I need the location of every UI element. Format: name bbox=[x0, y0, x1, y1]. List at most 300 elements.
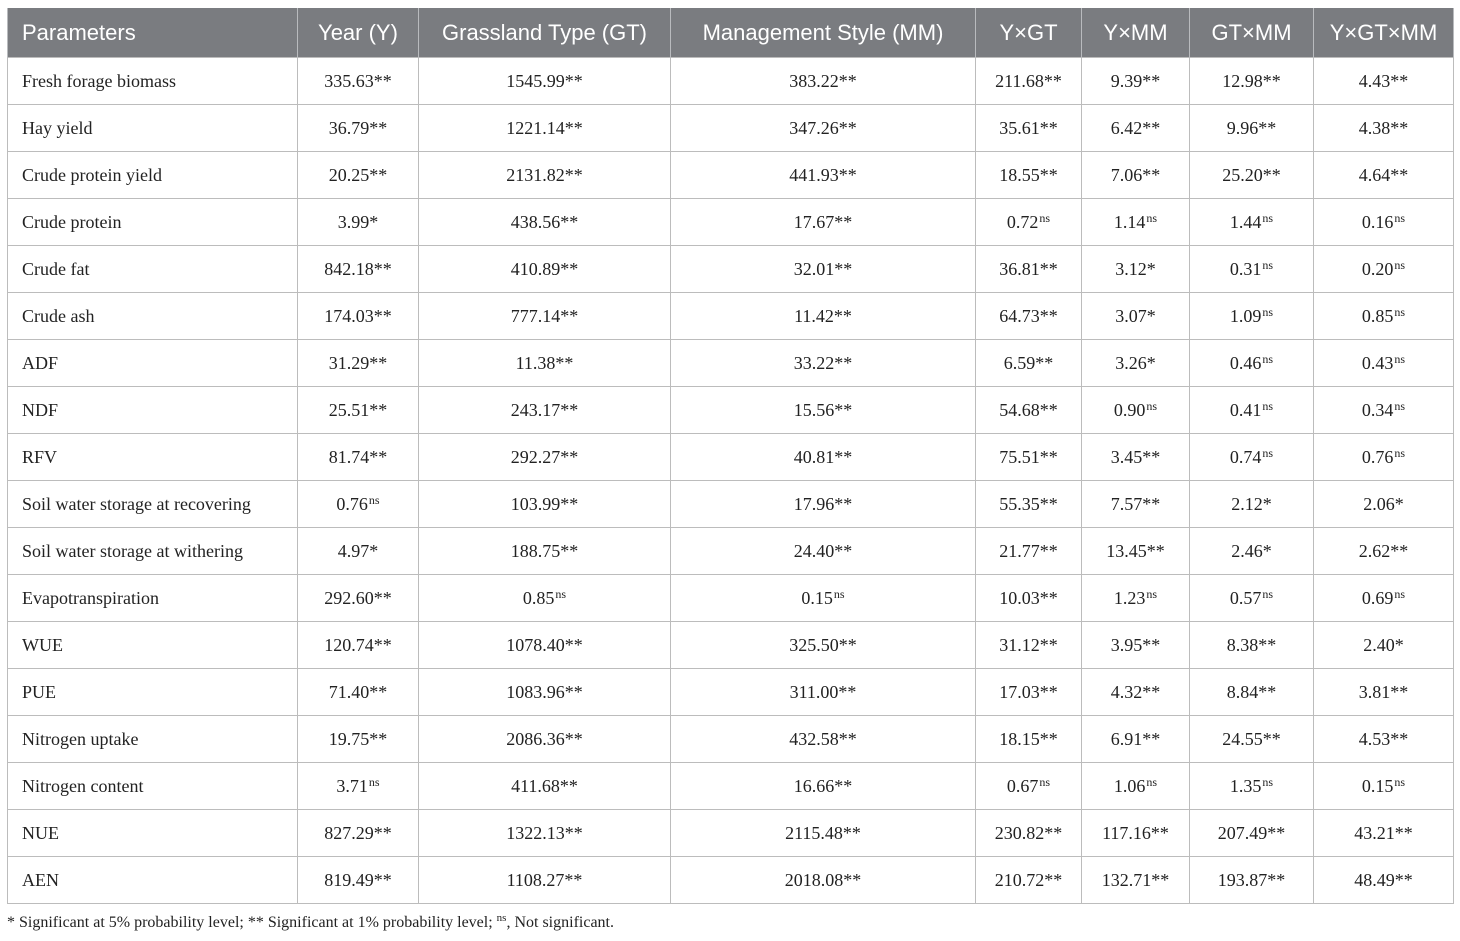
f-value: 335.63 bbox=[324, 70, 374, 91]
column-header: Year (Y) bbox=[298, 8, 419, 58]
f-value: 103.99 bbox=[510, 493, 561, 514]
value-cell bbox=[671, 58, 976, 105]
value-cell bbox=[298, 857, 419, 904]
value-cell bbox=[976, 528, 1082, 575]
f-value: 25.51 bbox=[328, 399, 370, 420]
significance-mark: ** bbox=[564, 70, 583, 91]
f-value: 1108.27 bbox=[506, 869, 565, 890]
value-cell bbox=[671, 763, 976, 810]
f-value: 3.45 bbox=[1110, 446, 1143, 467]
significance-mark: ** bbox=[1039, 728, 1058, 749]
significance-mark: ** bbox=[1035, 352, 1054, 373]
parameter-cell: Crude protein bbox=[8, 199, 298, 246]
significance-mark: ** bbox=[564, 728, 583, 749]
significance-mark: ** bbox=[834, 352, 853, 373]
value-cell bbox=[1082, 857, 1190, 904]
value-cell bbox=[419, 340, 671, 387]
value-cell bbox=[671, 716, 976, 763]
f-value: 207.49 bbox=[1217, 822, 1268, 843]
f-value: 33.22 bbox=[793, 352, 835, 373]
f-value: 36.81 bbox=[999, 258, 1040, 279]
f-value: 325.50 bbox=[789, 634, 839, 655]
value-cell bbox=[1314, 340, 1454, 387]
f-value: 0.16 bbox=[1361, 212, 1394, 232]
value-cell bbox=[1314, 857, 1454, 904]
value-cell bbox=[976, 246, 1082, 293]
significance-superscript: ns bbox=[1146, 211, 1158, 225]
f-value: 441.93 bbox=[789, 164, 839, 185]
value-cell bbox=[1190, 105, 1314, 152]
f-value: 0.69 bbox=[1361, 588, 1394, 608]
significance-mark: ** bbox=[1394, 869, 1413, 890]
f-value: 8.84 bbox=[1226, 681, 1259, 702]
f-value: 36.79 bbox=[328, 117, 370, 138]
f-value: 1.09 bbox=[1229, 306, 1262, 326]
significance-superscript: ns bbox=[1394, 352, 1406, 366]
f-value: 132.71 bbox=[1101, 869, 1152, 890]
significance-superscript: ns bbox=[1262, 305, 1274, 319]
value-cell bbox=[1190, 528, 1314, 575]
column-header: Grassland Type (GT) bbox=[419, 8, 671, 58]
table-row bbox=[8, 716, 1454, 763]
f-value: 6.59 bbox=[1003, 352, 1036, 373]
parameter-cell: Crude fat bbox=[8, 246, 298, 293]
f-value: 43.21 bbox=[1354, 822, 1395, 843]
f-value: 25.20 bbox=[1222, 164, 1263, 185]
f-value: 3.12 bbox=[1115, 258, 1147, 279]
value-cell bbox=[298, 246, 419, 293]
significance-mark: ** bbox=[560, 540, 579, 561]
parameter-cell: Crude ash bbox=[8, 293, 298, 340]
f-value: 1083.96 bbox=[506, 681, 565, 702]
f-value: 174.03 bbox=[324, 305, 374, 326]
significance-superscript: ns bbox=[1146, 587, 1158, 601]
value-cell bbox=[419, 716, 671, 763]
table-row bbox=[8, 481, 1454, 528]
table-row bbox=[8, 810, 1454, 857]
value-cell bbox=[298, 340, 419, 387]
f-value: 18.55 bbox=[999, 164, 1040, 185]
significance-mark: ** bbox=[369, 399, 388, 420]
significance-mark: ** bbox=[560, 446, 579, 467]
f-value: 1322.13 bbox=[506, 822, 565, 843]
value-cell bbox=[671, 857, 976, 904]
table-footnote bbox=[7, 912, 614, 932]
value-cell bbox=[298, 716, 419, 763]
f-value: 64.73 bbox=[999, 305, 1040, 326]
value-cell bbox=[298, 199, 419, 246]
value-cell bbox=[1082, 528, 1190, 575]
significance-mark: ** bbox=[838, 70, 857, 91]
significance-superscript: ns bbox=[1394, 305, 1406, 319]
value-cell bbox=[419, 575, 671, 622]
value-cell bbox=[1314, 434, 1454, 481]
value-cell bbox=[976, 434, 1082, 481]
parameter-cell: NUE bbox=[8, 810, 298, 857]
value-cell bbox=[419, 763, 671, 810]
significance-mark: ** bbox=[1039, 634, 1058, 655]
significance-mark: ** bbox=[1262, 164, 1281, 185]
f-value: 2018.08 bbox=[784, 869, 844, 890]
f-value: 11.38 bbox=[515, 352, 556, 373]
value-cell bbox=[298, 293, 419, 340]
f-value: 2.62 bbox=[1358, 540, 1391, 561]
value-cell bbox=[976, 105, 1082, 152]
significance-mark: ** bbox=[369, 681, 388, 702]
footnote-text: * Significant at 5% probability level; ** Significant at 1% probability level; bbox=[7, 914, 497, 931]
significance-mark: ** bbox=[1142, 117, 1161, 138]
f-value: 0.76 bbox=[336, 494, 368, 514]
significance-superscript: ns bbox=[1262, 775, 1274, 789]
f-value: 432.58 bbox=[789, 728, 839, 749]
significance-superscript: ns bbox=[555, 587, 567, 601]
value-cell bbox=[976, 58, 1082, 105]
value-cell bbox=[976, 622, 1082, 669]
value-cell bbox=[298, 810, 419, 857]
significance-mark: ** bbox=[838, 164, 857, 185]
parameter-cell: Fresh forage biomass bbox=[8, 58, 298, 105]
significance-mark: * bbox=[1262, 493, 1272, 514]
value-cell bbox=[671, 387, 976, 434]
significance-mark: ** bbox=[560, 305, 579, 326]
value-cell bbox=[298, 575, 419, 622]
parameter-cell: Evapotranspiration bbox=[8, 575, 298, 622]
value-cell bbox=[1190, 340, 1314, 387]
significance-mark: ** bbox=[1043, 70, 1062, 91]
table-row bbox=[8, 246, 1454, 293]
f-value: 17.67 bbox=[793, 211, 835, 232]
value-cell bbox=[1190, 669, 1314, 716]
value-cell bbox=[1314, 481, 1454, 528]
value-cell bbox=[671, 810, 976, 857]
significance-superscript: ns bbox=[1394, 399, 1406, 413]
f-value: 0.46 bbox=[1229, 353, 1262, 373]
table-row bbox=[8, 528, 1454, 575]
value-cell bbox=[976, 481, 1082, 528]
f-value: 4.38 bbox=[1358, 117, 1391, 138]
significance-mark: * bbox=[369, 211, 379, 232]
value-cell bbox=[1314, 152, 1454, 199]
f-value: 1.06 bbox=[1113, 776, 1146, 796]
significance-superscript: ns bbox=[1262, 352, 1274, 366]
footnote-ns-superscript: ns bbox=[496, 912, 507, 924]
value-cell bbox=[671, 152, 976, 199]
significance-mark: ** bbox=[838, 634, 857, 655]
significance-superscript: ns bbox=[1394, 775, 1406, 789]
f-value: 16.66 bbox=[793, 775, 835, 796]
parameter-cell: Nitrogen uptake bbox=[8, 716, 298, 763]
significance-mark: ** bbox=[369, 446, 388, 467]
significance-mark: ** bbox=[838, 117, 857, 138]
f-value: 0.72 bbox=[1006, 212, 1039, 232]
f-value: 0.43 bbox=[1361, 353, 1394, 373]
significance-mark: ** bbox=[1039, 540, 1058, 561]
value-cell bbox=[1314, 763, 1454, 810]
f-value: 210.72 bbox=[994, 869, 1045, 890]
value-cell bbox=[1314, 810, 1454, 857]
table-row bbox=[8, 152, 1454, 199]
significance-superscript: ns bbox=[1262, 399, 1274, 413]
significance-mark: ** bbox=[1039, 681, 1058, 702]
f-value: 18.15 bbox=[999, 728, 1040, 749]
value-cell bbox=[419, 387, 671, 434]
value-cell bbox=[419, 622, 671, 669]
f-value: 6.91 bbox=[1110, 728, 1143, 749]
significance-mark: ** bbox=[834, 211, 853, 232]
value-cell bbox=[976, 716, 1082, 763]
significance-superscript: ns bbox=[1262, 587, 1274, 601]
f-value: 9.39 bbox=[1110, 70, 1143, 91]
significance-superscript: ns bbox=[368, 493, 380, 507]
f-value: 2.46 bbox=[1231, 540, 1263, 561]
value-cell bbox=[298, 528, 419, 575]
value-cell bbox=[1190, 58, 1314, 105]
value-cell bbox=[419, 293, 671, 340]
value-cell bbox=[298, 622, 419, 669]
value-cell bbox=[1190, 716, 1314, 763]
significance-mark: ** bbox=[564, 117, 583, 138]
value-cell bbox=[298, 387, 419, 434]
significance-mark: * bbox=[369, 540, 379, 561]
value-cell bbox=[671, 293, 976, 340]
f-value: 0.41 bbox=[1229, 400, 1262, 420]
significance-mark: ** bbox=[1044, 869, 1063, 890]
f-value: 117.16 bbox=[1102, 822, 1151, 843]
f-value: 54.68 bbox=[999, 399, 1040, 420]
f-value: 0.85 bbox=[522, 588, 555, 608]
significance-mark: ** bbox=[834, 493, 853, 514]
f-value: 243.17 bbox=[510, 399, 561, 420]
value-cell bbox=[1082, 669, 1190, 716]
table-row bbox=[8, 575, 1454, 622]
significance-mark: ** bbox=[373, 258, 392, 279]
significance-mark: ** bbox=[373, 70, 392, 91]
f-value: 0.74 bbox=[1229, 447, 1262, 467]
f-value: 10.03 bbox=[999, 587, 1040, 608]
value-cell bbox=[671, 105, 976, 152]
significance-superscript: ns bbox=[1394, 211, 1406, 225]
f-value: 1.14 bbox=[1113, 212, 1146, 232]
value-cell bbox=[671, 481, 976, 528]
significance-mark: ** bbox=[560, 399, 579, 420]
f-value: 75.51 bbox=[999, 446, 1040, 467]
f-value: 292.27 bbox=[510, 446, 561, 467]
f-value: 21.77 bbox=[999, 540, 1040, 561]
f-value: 4.53 bbox=[1358, 728, 1391, 749]
parameter-cell: Soil water storage at recovering bbox=[8, 481, 298, 528]
f-value: 2086.36 bbox=[506, 728, 565, 749]
f-value: 410.89 bbox=[510, 258, 561, 279]
f-value: 3.95 bbox=[1110, 634, 1143, 655]
significance-mark: ** bbox=[555, 352, 574, 373]
significance-superscript: ns bbox=[1146, 399, 1158, 413]
f-value: 292.60 bbox=[324, 587, 374, 608]
f-value: 4.32 bbox=[1110, 681, 1143, 702]
significance-mark: ** bbox=[369, 352, 388, 373]
column-header: Y×GT bbox=[976, 8, 1082, 58]
value-cell bbox=[1190, 763, 1314, 810]
value-cell bbox=[1190, 575, 1314, 622]
significance-superscript: ns bbox=[1394, 587, 1406, 601]
value-cell bbox=[1082, 152, 1190, 199]
significance-mark: ** bbox=[1039, 446, 1058, 467]
significance-mark: ** bbox=[1390, 681, 1409, 702]
value-cell bbox=[976, 857, 1082, 904]
value-cell bbox=[671, 669, 976, 716]
parameter-cell: NDF bbox=[8, 387, 298, 434]
value-cell bbox=[976, 293, 1082, 340]
significance-mark: ** bbox=[1390, 728, 1409, 749]
f-value: 383.22 bbox=[789, 70, 839, 91]
f-value: 13.45 bbox=[1106, 540, 1147, 561]
value-cell bbox=[976, 810, 1082, 857]
significance-superscript: ns bbox=[1039, 775, 1051, 789]
f-value: 6.42 bbox=[1110, 117, 1143, 138]
value-cell bbox=[1082, 763, 1190, 810]
value-cell bbox=[419, 246, 671, 293]
f-value: 55.35 bbox=[999, 493, 1040, 514]
value-cell bbox=[298, 669, 419, 716]
value-cell bbox=[671, 434, 976, 481]
significance-mark: ** bbox=[834, 540, 853, 561]
significance-mark: ** bbox=[1390, 117, 1409, 138]
significance-mark: ** bbox=[834, 775, 853, 796]
value-cell bbox=[1190, 152, 1314, 199]
significance-mark: ** bbox=[564, 869, 583, 890]
f-value: 2115.48 bbox=[785, 822, 843, 843]
value-cell bbox=[298, 152, 419, 199]
value-cell bbox=[419, 669, 671, 716]
f-value: 0.20 bbox=[1361, 259, 1394, 279]
f-value: 17.03 bbox=[999, 681, 1040, 702]
table-row bbox=[8, 669, 1454, 716]
significance-mark: ** bbox=[564, 822, 583, 843]
value-cell bbox=[1082, 575, 1190, 622]
value-cell bbox=[419, 199, 671, 246]
table-row bbox=[8, 58, 1454, 105]
value-cell bbox=[1314, 105, 1454, 152]
significance-mark: ** bbox=[1394, 822, 1413, 843]
significance-mark: ** bbox=[369, 728, 388, 749]
f-value: 2.40 bbox=[1363, 634, 1395, 655]
value-cell bbox=[298, 481, 419, 528]
significance-mark: ** bbox=[1267, 869, 1286, 890]
significance-superscript: ns bbox=[1394, 446, 1406, 460]
f-value: 4.43 bbox=[1358, 70, 1391, 91]
anova-table bbox=[7, 8, 1454, 904]
table-header-row bbox=[8, 8, 1454, 58]
value-cell bbox=[298, 105, 419, 152]
value-cell bbox=[1082, 481, 1190, 528]
value-cell bbox=[1190, 857, 1314, 904]
value-cell bbox=[1190, 246, 1314, 293]
f-value: 35.61 bbox=[999, 117, 1040, 138]
value-cell bbox=[976, 387, 1082, 434]
f-value: 4.97 bbox=[337, 540, 370, 561]
f-value: 31.29 bbox=[328, 352, 370, 373]
value-cell bbox=[1082, 105, 1190, 152]
significance-superscript: ns bbox=[833, 587, 845, 601]
value-cell bbox=[1314, 387, 1454, 434]
value-cell bbox=[1314, 246, 1454, 293]
value-cell bbox=[1314, 716, 1454, 763]
f-value: 120.74 bbox=[324, 634, 374, 655]
significance-mark: ** bbox=[1258, 634, 1277, 655]
f-value: 7.06 bbox=[1110, 164, 1143, 185]
significance-mark: ** bbox=[564, 164, 583, 185]
significance-mark: ** bbox=[369, 164, 388, 185]
value-cell bbox=[298, 434, 419, 481]
f-value: 71.40 bbox=[328, 681, 370, 702]
significance-mark: ** bbox=[1142, 164, 1161, 185]
value-cell bbox=[298, 58, 419, 105]
significance-mark: ** bbox=[373, 869, 392, 890]
parameter-cell: Nitrogen content bbox=[8, 763, 298, 810]
significance-mark: ** bbox=[1146, 540, 1165, 561]
value-cell bbox=[976, 340, 1082, 387]
value-cell bbox=[671, 199, 976, 246]
significance-mark: ** bbox=[838, 728, 857, 749]
f-value: 1545.99 bbox=[506, 70, 565, 91]
f-value: 842.18 bbox=[324, 258, 374, 279]
value-cell bbox=[671, 340, 976, 387]
f-value: 188.75 bbox=[510, 540, 561, 561]
f-value: 230.82 bbox=[994, 822, 1045, 843]
f-value: 9.96 bbox=[1226, 117, 1259, 138]
f-value: 311.00 bbox=[789, 681, 839, 702]
f-value: 0.34 bbox=[1361, 400, 1394, 420]
f-value: 40.81 bbox=[793, 446, 835, 467]
significance-mark: ** bbox=[1039, 258, 1058, 279]
value-cell bbox=[419, 152, 671, 199]
significance-mark: ** bbox=[560, 493, 579, 514]
f-value: 8.38 bbox=[1226, 634, 1259, 655]
f-value: 24.40 bbox=[793, 540, 835, 561]
significance-mark: ** bbox=[1142, 493, 1161, 514]
table-row bbox=[8, 293, 1454, 340]
value-cell bbox=[1082, 622, 1190, 669]
significance-mark: ** bbox=[1262, 728, 1281, 749]
f-value: 777.14 bbox=[510, 305, 561, 326]
value-cell bbox=[1190, 293, 1314, 340]
parameter-cell: PUE bbox=[8, 669, 298, 716]
f-value: 20.25 bbox=[328, 164, 370, 185]
significance-mark: ** bbox=[843, 869, 862, 890]
significance-mark: ** bbox=[1044, 822, 1063, 843]
significance-mark: ** bbox=[1039, 493, 1058, 514]
f-value: 0.15 bbox=[1361, 776, 1394, 796]
f-value: 827.29 bbox=[324, 822, 374, 843]
table-row bbox=[8, 434, 1454, 481]
column-header: Y×MM bbox=[1082, 8, 1190, 58]
table-row bbox=[8, 199, 1454, 246]
significance-superscript: ns bbox=[1262, 211, 1274, 225]
f-value: 15.56 bbox=[793, 399, 835, 420]
significance-mark: ** bbox=[369, 117, 388, 138]
value-cell bbox=[976, 763, 1082, 810]
f-value: 211.68 bbox=[995, 70, 1044, 91]
value-cell bbox=[671, 575, 976, 622]
significance-mark: ** bbox=[842, 822, 861, 843]
value-cell bbox=[671, 528, 976, 575]
value-cell bbox=[1190, 199, 1314, 246]
significance-mark: ** bbox=[1142, 446, 1161, 467]
significance-mark: ** bbox=[559, 775, 578, 796]
significance-mark: ** bbox=[1258, 681, 1277, 702]
significance-mark: ** bbox=[1039, 399, 1058, 420]
f-value: 12.98 bbox=[1222, 70, 1263, 91]
value-cell bbox=[1190, 810, 1314, 857]
